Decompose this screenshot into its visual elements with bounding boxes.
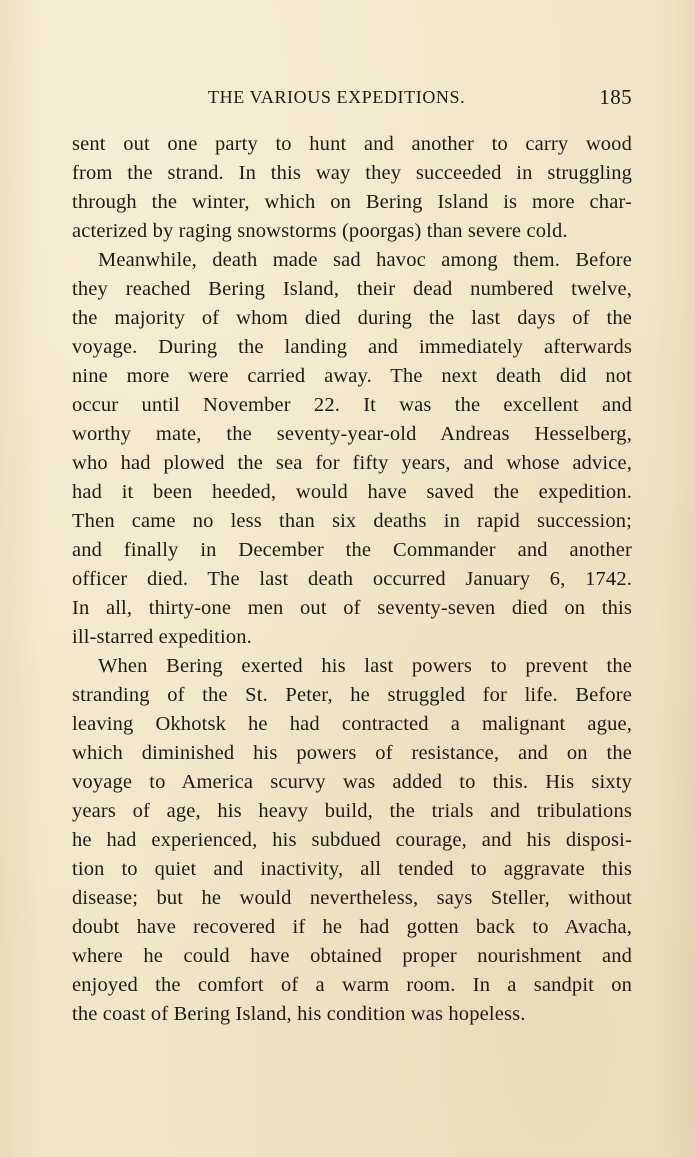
text-line: sent out one party to hunt and another to carry wood: [72, 133, 632, 155]
text-line: which diminished his powers of resistance, and on the: [72, 742, 632, 764]
text-line: tion to quiet and inactivity, all tended to aggravate this: [72, 858, 632, 880]
text-line: years of age, his heavy build, the trials and tribulations: [72, 800, 632, 822]
text-line: through the winter, which on Bering Island is more char-: [72, 191, 632, 213]
text-line: nine more were carried away. The next death did not: [72, 365, 632, 387]
text-line: the coast of Bering Island, his condition was hopeless.: [72, 1003, 526, 1025]
text-line: and finally in December the Commander and another: [72, 539, 632, 561]
text-line: worthy mate, the seventy-year-old Andreas Hesselberg,: [72, 423, 632, 445]
text-line: had it been heeded, would have saved the expedition.: [72, 481, 632, 503]
text-line: the majority of whom died during the last days of the: [72, 307, 632, 329]
text-line: officer died. The last death occurred January 6, 1742.: [72, 568, 632, 590]
body-text: [72, 130, 632, 1029]
running-head: [72, 83, 632, 111]
text-line: leaving Okhotsk he had contracted a malignant ague,: [72, 713, 632, 735]
text-line: from the strand. In this way they succeeded in struggling: [72, 162, 632, 184]
paragraph-start-line: Meanwhile, death made sad havoc among them. Before: [98, 249, 632, 271]
text-line: he had experienced, his subdued courage, and his disposi-: [72, 829, 632, 851]
text-line: In all, thirty-one men out of seventy-seven died on this: [72, 597, 632, 619]
page-number: 185: [599, 85, 632, 109]
text-line: acterized by raging snowstorms (poorgas) than severe cold.: [72, 220, 568, 242]
text-line: disease; but he would nevertheless, says Steller, without: [72, 887, 632, 909]
text-line: they reached Bering Island, their dead numbered twelve,: [72, 278, 632, 300]
text-line: Then came no less than six deaths in rapid succession;: [72, 510, 632, 532]
paragraph-start-line: When Bering exerted his last powers to prevent the: [98, 655, 632, 677]
text-line: voyage to America scurvy was added to this. His sixty: [72, 771, 632, 793]
text-line: where he could have obtained proper nourishment and: [72, 945, 632, 967]
paragraph-end-line: ill-starred expedition.: [72, 626, 252, 648]
text-line: occur until November 22. It was the excellent and: [72, 394, 632, 416]
text-line: who had plowed the sea for fifty years, and whose advice,: [72, 452, 632, 474]
text-line: stranding of the St. Peter, he struggled for life. Before: [72, 684, 632, 706]
text-line: voyage. During the landing and immediately afterwards: [72, 336, 632, 358]
running-title: THE VARIOUS EXPEDITIONS.: [208, 87, 466, 107]
text-line: enjoyed the comfort of a warm room. In a sandpit on: [72, 974, 632, 996]
text-line: doubt have recovered if he had gotten back to Avacha,: [72, 916, 632, 938]
